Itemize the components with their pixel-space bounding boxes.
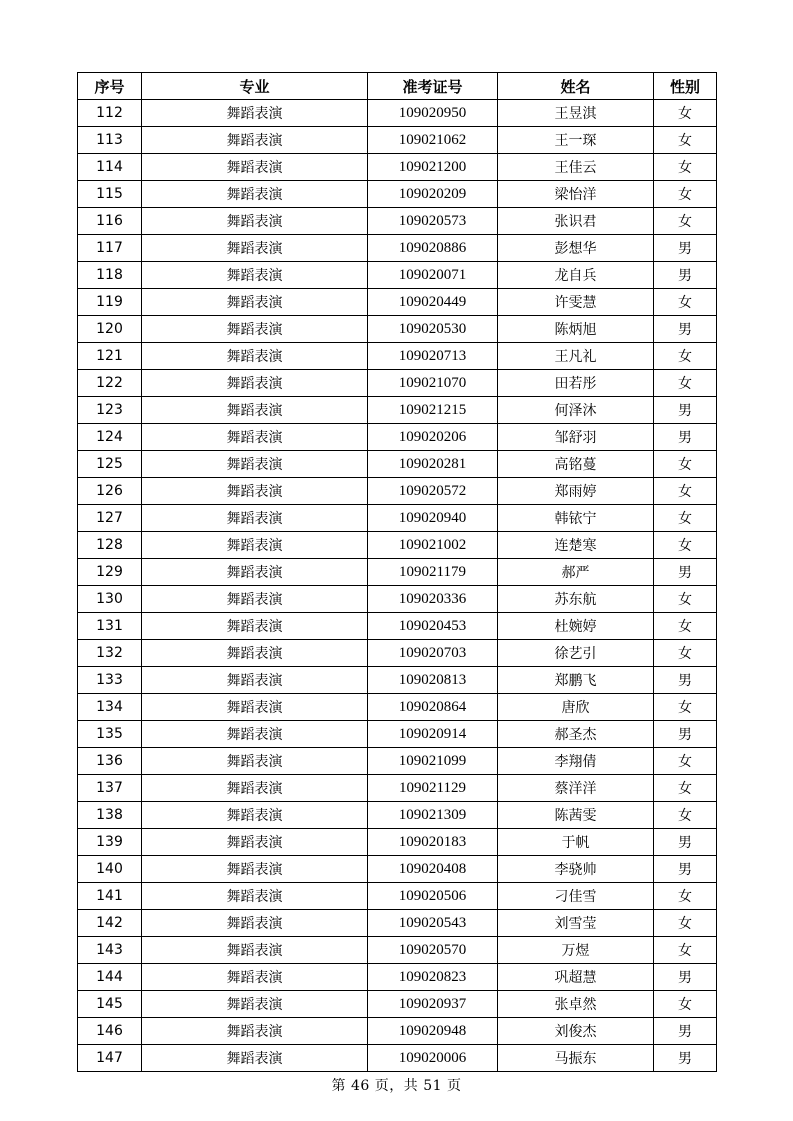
cell-seq: 117 bbox=[78, 235, 142, 262]
cell-name: 邹舒羽 bbox=[498, 424, 654, 451]
table-row bbox=[78, 1045, 717, 1072]
cell-seq: 137 bbox=[78, 775, 142, 802]
cell-gender: 女 bbox=[654, 748, 717, 775]
cell-seq: 138 bbox=[78, 802, 142, 829]
cell-exam-id: 109020570 bbox=[368, 937, 498, 964]
cell-gender: 女 bbox=[654, 883, 717, 910]
cell-exam-id: 109021062 bbox=[368, 127, 498, 154]
cell-name: 龙自兵 bbox=[498, 262, 654, 289]
table-row bbox=[78, 991, 717, 1018]
table-row bbox=[78, 505, 717, 532]
cell-major: 舞蹈表演 bbox=[142, 775, 368, 802]
cell-name: 巩超慧 bbox=[498, 964, 654, 991]
cell-seq: 118 bbox=[78, 262, 142, 289]
cell-gender: 女 bbox=[654, 181, 717, 208]
table-row bbox=[78, 127, 717, 154]
cell-name: 刘俊杰 bbox=[498, 1018, 654, 1045]
cell-gender: 女 bbox=[654, 505, 717, 532]
cell-major: 舞蹈表演 bbox=[142, 208, 368, 235]
table-row bbox=[78, 289, 717, 316]
cell-seq: 115 bbox=[78, 181, 142, 208]
cell-major: 舞蹈表演 bbox=[142, 802, 368, 829]
cell-major: 舞蹈表演 bbox=[142, 1018, 368, 1045]
table-row bbox=[78, 802, 717, 829]
table-row bbox=[78, 316, 717, 343]
table-row bbox=[78, 1018, 717, 1045]
cell-gender: 男 bbox=[654, 559, 717, 586]
cell-major: 舞蹈表演 bbox=[142, 235, 368, 262]
table-row bbox=[78, 613, 717, 640]
cell-gender: 男 bbox=[654, 1045, 717, 1072]
cell-exam-id: 109020823 bbox=[368, 964, 498, 991]
cell-gender: 男 bbox=[654, 424, 717, 451]
cell-gender: 女 bbox=[654, 640, 717, 667]
cell-seq: 144 bbox=[78, 964, 142, 991]
cell-exam-id: 109020408 bbox=[368, 856, 498, 883]
cell-major: 舞蹈表演 bbox=[142, 289, 368, 316]
cell-exam-id: 109020886 bbox=[368, 235, 498, 262]
cell-gender: 女 bbox=[654, 802, 717, 829]
cell-name: 郑雨婷 bbox=[498, 478, 654, 505]
header-seq: 序号 bbox=[78, 73, 142, 100]
cell-seq: 122 bbox=[78, 370, 142, 397]
cell-seq: 113 bbox=[78, 127, 142, 154]
cell-major: 舞蹈表演 bbox=[142, 451, 368, 478]
cell-major: 舞蹈表演 bbox=[142, 694, 368, 721]
table-row bbox=[78, 640, 717, 667]
cell-name: 万煜 bbox=[498, 937, 654, 964]
cell-exam-id: 109020530 bbox=[368, 316, 498, 343]
cell-gender: 女 bbox=[654, 937, 717, 964]
table-row bbox=[78, 856, 717, 883]
cell-name: 于帆 bbox=[498, 829, 654, 856]
table-row bbox=[78, 343, 717, 370]
header-gender: 性别 bbox=[654, 73, 717, 100]
admission-list-table bbox=[77, 72, 717, 1072]
cell-gender: 女 bbox=[654, 370, 717, 397]
cell-gender: 男 bbox=[654, 235, 717, 262]
table-row bbox=[78, 775, 717, 802]
cell-major: 舞蹈表演 bbox=[142, 937, 368, 964]
cell-seq: 147 bbox=[78, 1045, 142, 1072]
cell-exam-id: 109020506 bbox=[368, 883, 498, 910]
cell-exam-id: 109020449 bbox=[368, 289, 498, 316]
cell-major: 舞蹈表演 bbox=[142, 478, 368, 505]
cell-major: 舞蹈表演 bbox=[142, 1045, 368, 1072]
cell-name: 郑鹏飞 bbox=[498, 667, 654, 694]
cell-seq: 125 bbox=[78, 451, 142, 478]
table-row bbox=[78, 181, 717, 208]
cell-seq: 143 bbox=[78, 937, 142, 964]
cell-gender: 男 bbox=[654, 829, 717, 856]
header-major: 专业 bbox=[142, 73, 368, 100]
cell-major: 舞蹈表演 bbox=[142, 829, 368, 856]
cell-seq: 114 bbox=[78, 154, 142, 181]
cell-name: 唐欣 bbox=[498, 694, 654, 721]
cell-gender: 女 bbox=[654, 586, 717, 613]
cell-major: 舞蹈表演 bbox=[142, 532, 368, 559]
table-row bbox=[78, 910, 717, 937]
cell-seq: 120 bbox=[78, 316, 142, 343]
cell-name: 张卓然 bbox=[498, 991, 654, 1018]
cell-exam-id: 109021099 bbox=[368, 748, 498, 775]
cell-major: 舞蹈表演 bbox=[142, 883, 368, 910]
header-name: 姓名 bbox=[498, 73, 654, 100]
cell-major: 舞蹈表演 bbox=[142, 127, 368, 154]
cell-name: 梁怡洋 bbox=[498, 181, 654, 208]
cell-major: 舞蹈表演 bbox=[142, 343, 368, 370]
cell-gender: 女 bbox=[654, 775, 717, 802]
header-exam-id: 准考证号 bbox=[368, 73, 498, 100]
cell-name: 何泽沐 bbox=[498, 397, 654, 424]
cell-gender: 男 bbox=[654, 1018, 717, 1045]
cell-name: 马振东 bbox=[498, 1045, 654, 1072]
table-row bbox=[78, 532, 717, 559]
table-row bbox=[78, 829, 717, 856]
cell-exam-id: 109021002 bbox=[368, 532, 498, 559]
table-row bbox=[78, 424, 717, 451]
cell-major: 舞蹈表演 bbox=[142, 856, 368, 883]
cell-exam-id: 109020183 bbox=[368, 829, 498, 856]
cell-major: 舞蹈表演 bbox=[142, 397, 368, 424]
cell-gender: 女 bbox=[654, 154, 717, 181]
cell-major: 舞蹈表演 bbox=[142, 721, 368, 748]
cell-exam-id: 109020864 bbox=[368, 694, 498, 721]
table-row bbox=[78, 964, 717, 991]
cell-major: 舞蹈表演 bbox=[142, 613, 368, 640]
cell-seq: 127 bbox=[78, 505, 142, 532]
cell-gender: 女 bbox=[654, 478, 717, 505]
cell-name: 连楚寒 bbox=[498, 532, 654, 559]
table-row bbox=[78, 937, 717, 964]
table-body bbox=[78, 100, 717, 1072]
cell-name: 王佳云 bbox=[498, 154, 654, 181]
cell-major: 舞蹈表演 bbox=[142, 316, 368, 343]
cell-gender: 女 bbox=[654, 910, 717, 937]
cell-exam-id: 109020914 bbox=[368, 721, 498, 748]
table-row bbox=[78, 208, 717, 235]
cell-seq: 136 bbox=[78, 748, 142, 775]
cell-gender: 女 bbox=[654, 451, 717, 478]
cell-exam-id: 109020937 bbox=[368, 991, 498, 1018]
cell-gender: 男 bbox=[654, 262, 717, 289]
cell-major: 舞蹈表演 bbox=[142, 586, 368, 613]
table-row bbox=[78, 100, 717, 127]
cell-seq: 134 bbox=[78, 694, 142, 721]
cell-name: 王一琛 bbox=[498, 127, 654, 154]
table-row bbox=[78, 370, 717, 397]
cell-seq: 124 bbox=[78, 424, 142, 451]
cell-name: 许雯慧 bbox=[498, 289, 654, 316]
cell-seq: 139 bbox=[78, 829, 142, 856]
cell-name: 郝严 bbox=[498, 559, 654, 586]
cell-exam-id: 109021129 bbox=[368, 775, 498, 802]
cell-exam-id: 109021179 bbox=[368, 559, 498, 586]
cell-major: 舞蹈表演 bbox=[142, 910, 368, 937]
table-row bbox=[78, 397, 717, 424]
cell-name: 徐艺引 bbox=[498, 640, 654, 667]
cell-seq: 146 bbox=[78, 1018, 142, 1045]
cell-exam-id: 109020813 bbox=[368, 667, 498, 694]
cell-name: 彭想华 bbox=[498, 235, 654, 262]
cell-gender: 男 bbox=[654, 667, 717, 694]
table-row bbox=[78, 694, 717, 721]
cell-exam-id: 109020948 bbox=[368, 1018, 498, 1045]
cell-name: 苏东航 bbox=[498, 586, 654, 613]
table-row bbox=[78, 451, 717, 478]
cell-gender: 男 bbox=[654, 397, 717, 424]
cell-gender: 男 bbox=[654, 316, 717, 343]
cell-exam-id: 109020572 bbox=[368, 478, 498, 505]
cell-name: 李翔倩 bbox=[498, 748, 654, 775]
cell-exam-id: 109020703 bbox=[368, 640, 498, 667]
cell-name: 李骁帅 bbox=[498, 856, 654, 883]
cell-major: 舞蹈表演 bbox=[142, 505, 368, 532]
cell-exam-id: 109020453 bbox=[368, 613, 498, 640]
cell-major: 舞蹈表演 bbox=[142, 100, 368, 127]
cell-name: 张识君 bbox=[498, 208, 654, 235]
cell-seq: 130 bbox=[78, 586, 142, 613]
table-row bbox=[78, 883, 717, 910]
cell-seq: 141 bbox=[78, 883, 142, 910]
cell-major: 舞蹈表演 bbox=[142, 640, 368, 667]
cell-exam-id: 109020071 bbox=[368, 262, 498, 289]
cell-gender: 女 bbox=[654, 208, 717, 235]
cell-name: 蔡洋洋 bbox=[498, 775, 654, 802]
cell-name: 郝圣杰 bbox=[498, 721, 654, 748]
cell-seq: 128 bbox=[78, 532, 142, 559]
cell-gender: 女 bbox=[654, 343, 717, 370]
table-header-row bbox=[78, 73, 717, 100]
cell-name: 高铭蔓 bbox=[498, 451, 654, 478]
cell-seq: 145 bbox=[78, 991, 142, 1018]
cell-major: 舞蹈表演 bbox=[142, 991, 368, 1018]
cell-major: 舞蹈表演 bbox=[142, 181, 368, 208]
table-row bbox=[78, 154, 717, 181]
cell-seq: 135 bbox=[78, 721, 142, 748]
cell-gender: 女 bbox=[654, 100, 717, 127]
cell-seq: 112 bbox=[78, 100, 142, 127]
cell-major: 舞蹈表演 bbox=[142, 154, 368, 181]
cell-name: 刘雪莹 bbox=[498, 910, 654, 937]
table-row bbox=[78, 721, 717, 748]
cell-gender: 女 bbox=[654, 694, 717, 721]
table-row bbox=[78, 262, 717, 289]
cell-gender: 女 bbox=[654, 289, 717, 316]
cell-seq: 133 bbox=[78, 667, 142, 694]
table-row bbox=[78, 667, 717, 694]
cell-exam-id: 109021070 bbox=[368, 370, 498, 397]
cell-major: 舞蹈表演 bbox=[142, 748, 368, 775]
cell-major: 舞蹈表演 bbox=[142, 964, 368, 991]
cell-exam-id: 109020950 bbox=[368, 100, 498, 127]
cell-gender: 男 bbox=[654, 721, 717, 748]
cell-name: 刁佳雪 bbox=[498, 883, 654, 910]
cell-exam-id: 109020713 bbox=[368, 343, 498, 370]
cell-exam-id: 109020281 bbox=[368, 451, 498, 478]
cell-name: 韩铱宁 bbox=[498, 505, 654, 532]
table-row bbox=[78, 559, 717, 586]
cell-exam-id: 109020940 bbox=[368, 505, 498, 532]
cell-seq: 132 bbox=[78, 640, 142, 667]
cell-major: 舞蹈表演 bbox=[142, 559, 368, 586]
cell-gender: 女 bbox=[654, 532, 717, 559]
cell-seq: 121 bbox=[78, 343, 142, 370]
table-row bbox=[78, 235, 717, 262]
cell-major: 舞蹈表演 bbox=[142, 262, 368, 289]
cell-name: 王凡礼 bbox=[498, 343, 654, 370]
cell-seq: 129 bbox=[78, 559, 142, 586]
cell-seq: 126 bbox=[78, 478, 142, 505]
cell-seq: 140 bbox=[78, 856, 142, 883]
cell-seq: 123 bbox=[78, 397, 142, 424]
cell-exam-id: 109020209 bbox=[368, 181, 498, 208]
cell-major: 舞蹈表演 bbox=[142, 370, 368, 397]
cell-seq: 142 bbox=[78, 910, 142, 937]
cell-exam-id: 109021200 bbox=[368, 154, 498, 181]
cell-seq: 131 bbox=[78, 613, 142, 640]
cell-gender: 男 bbox=[654, 964, 717, 991]
cell-name: 陈炳旭 bbox=[498, 316, 654, 343]
cell-major: 舞蹈表演 bbox=[142, 667, 368, 694]
cell-name: 陈茜雯 bbox=[498, 802, 654, 829]
table-row bbox=[78, 586, 717, 613]
cell-exam-id: 109020573 bbox=[368, 208, 498, 235]
page-footer: 第 46 页，共 51 页 bbox=[331, 1078, 462, 1094]
cell-name: 王昱淇 bbox=[498, 100, 654, 127]
table-row bbox=[78, 748, 717, 775]
cell-major: 舞蹈表演 bbox=[142, 424, 368, 451]
cell-gender: 女 bbox=[654, 991, 717, 1018]
cell-name: 杜婉婷 bbox=[498, 613, 654, 640]
cell-exam-id: 109020543 bbox=[368, 910, 498, 937]
cell-exam-id: 109020206 bbox=[368, 424, 498, 451]
cell-gender: 男 bbox=[654, 856, 717, 883]
cell-gender: 女 bbox=[654, 127, 717, 154]
cell-exam-id: 109021215 bbox=[368, 397, 498, 424]
cell-seq: 116 bbox=[78, 208, 142, 235]
cell-seq: 119 bbox=[78, 289, 142, 316]
cell-exam-id: 109020006 bbox=[368, 1045, 498, 1072]
cell-exam-id: 109021309 bbox=[368, 802, 498, 829]
cell-gender: 女 bbox=[654, 613, 717, 640]
table-row bbox=[78, 478, 717, 505]
cell-name: 田若彤 bbox=[498, 370, 654, 397]
cell-exam-id: 109020336 bbox=[368, 586, 498, 613]
